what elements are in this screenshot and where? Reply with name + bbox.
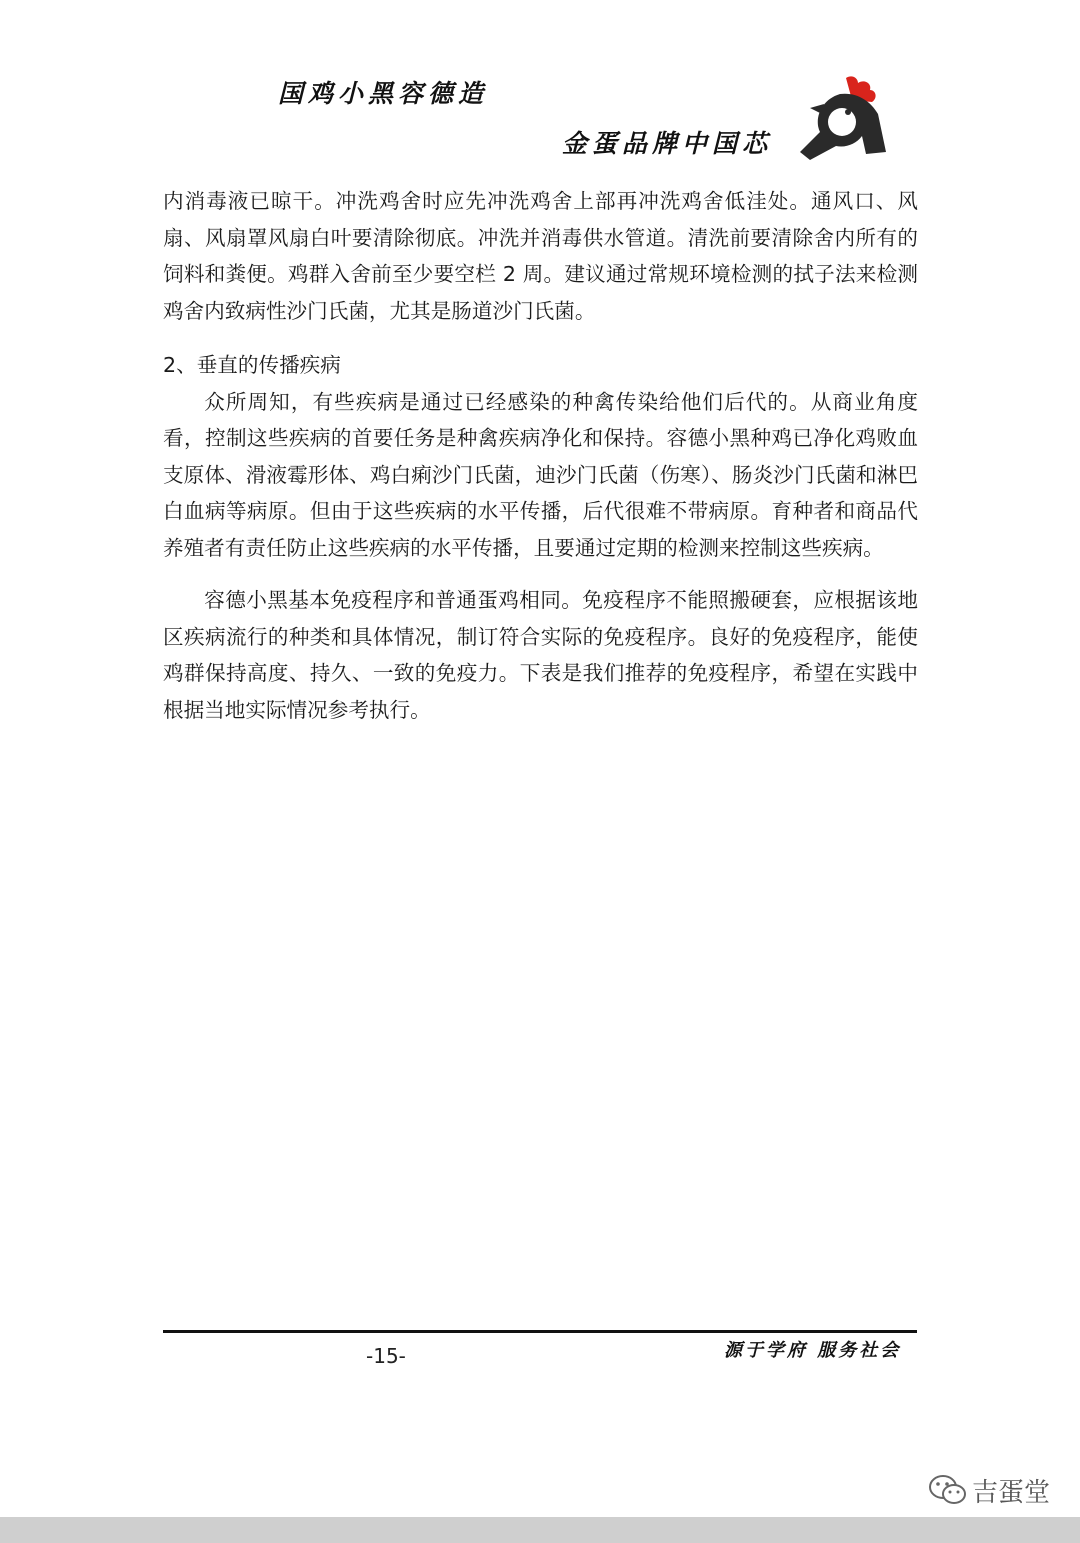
body-text [163,183,918,728]
wechat-icon [928,1473,968,1507]
paragraph-vertical-transmission: 众所周知，有些疾病是通过已经感染的种禽传染给他们后代的。从商业角度看，控制这些疾病的首要任务是种禽疾病净化和保持。容德小黑种鸡已净化鸡败血支原体、滑液霉形体、鸡白痢沙门氏菌，迪沙门氏菌（伤寒）、肠炎沙门氏菌和淋巴白血病等病原。但由于这些疾病的水平传播，后代很难不带病原。育种者和商品代养殖者有责任防止这些疾病的水平传播，且要通过定期的检测来控制这些疾病。 [163,389,918,560]
page-number: -15- [366,1344,406,1368]
watermark [928,1470,1050,1510]
section-heading: 2、垂直的传播疾病 [163,353,341,377]
paragraph-continued: 内消毒液已晾干。冲洗鸡舍时应先冲洗鸡舍上部再冲洗鸡舍低洼处。通风口、风扇、风扇罩风扇白叶要清除彻底。冲洗并消毒供水管道。清洗前要清除舍内所有的饲料和粪便。鸡群入舍前至少要空栏 2 周。建议通过常规环境检测的拭子法来检测鸡舍内致病性沙门氏菌，尤其是肠道沙门氏菌。 [163,189,918,323]
footer-divider [163,1330,917,1333]
paragraph-immunization: 容德小黑基本免疫程序和普通蛋鸡相同。免疫程序不能照搬硬套，应根据该地区疾病流行的种类和具体情况，制订符合实际的免疫程序。良好的免疫程序，能使鸡群保持高度、持久、一致的免疫力。下表是我们推荐的免疫程序，希望在实践中根据当地实际情况参考执行。 [163,588,918,722]
rooster-magnifier-logo-icon [796,74,888,162]
bottom-bar [0,1517,1080,1543]
header-slogan-top: 国鸡小黑容德造 [278,79,489,108]
footer-motto: 源于学府 服务社会 [724,1340,902,1361]
header-slogan-bottom: 金蛋品牌中国芯 [562,129,773,158]
watermark-text: 吉蛋堂 [972,1477,1051,1508]
